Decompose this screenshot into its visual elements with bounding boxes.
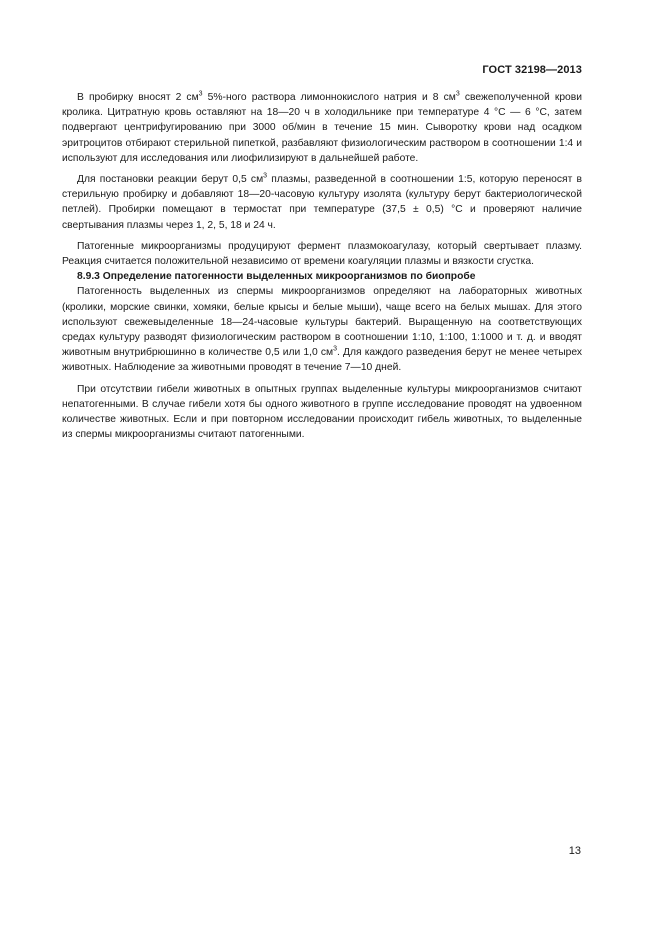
- paragraph-bioassay-results: При отсутствии гибели животных в опытных группах выделенные культуры микроорганизмов считают непатогенными. В случае гибели хотя бы одного животного в группе исследование проводят на удвоенном количестве животных. Если и при повторном исследовании происходит гибель животных, то выделенные из спермы микроорганизмы считают патогенными.: [62, 383, 582, 441]
- page-number: 13: [568, 845, 581, 857]
- paragraph-reaction-setup: Для постановки реакции берут 0,5 $см^3$ плазмы, разведенной в соотношении 1:5, которую переносят в стерильную пробирку и добавляют 18—20-часовую культуру изолята (культуру берут бактериологической петлей). Пробирки помещают в термостат при температуре (37,5 ± 0,5) °С и проверяют наличие свертывания плазмы через 1, 2, 5, 18 и 24 ч.: [62, 172, 582, 231]
- paragraph-plasmocoagulase: Патогенные микроорганизмы продуцируют фермент плазмокоагулазу, который свертывает плазму. Реакция считается положительной независимо от времени коагуляции плазмы и вязкости сгустка.: [62, 240, 582, 268]
- section-heading-8-9-3: 8.9.3 Определение патогенности выделенных микроорганизмов по биопробе: [77, 271, 476, 283]
- document-header: [482, 64, 582, 76]
- document-body: [62, 90, 582, 442]
- paragraph-plasma-preparation: В пробирку вносят 2 $см^3$ 5%-ного раствора лимоннокислого натрия и 8 $см^3$ свежеполученной крови кролика. Цитратную кровь оставляют на 18—20 ч в холодильнике при температуре 4 °С — 6 °С, затем подвергают центрифугированию при 3000 об/мин в течение 15 мин. Сыворотку крови над осадком эритроцитов отбирают стерильной пипеткой, разбавляют физиологическим раствором в соотношении 1:4 и используют для исследования или лиофилизируют в дальнейшей работе.: [62, 90, 583, 164]
- paragraph-bioassay-method: Патогенность выделенных из спермы микроорганизмов определяют на лабораторных животных (кролики, морские свинки, хомяки, белые крысы и белые мыши), чаще всего на белых мышах. Для этого используют свежевыделенные 18—24-часовые культуры бактерий. Выращенную на соответствующих средах культуру разводят физиологическим раствором в соотношении 1:10, 1:100, 1:1000 и т. д. и вводят животным внутрибрюшинно в количестве 0,5 или 1,0 $см^3$. Для каждого разведения берут не менее четырех животных. Наблюдение за животными проводят в течение 7—10 дней.: [62, 286, 582, 374]
- standard-number: ГОСТ 32198—2013: [482, 64, 582, 76]
